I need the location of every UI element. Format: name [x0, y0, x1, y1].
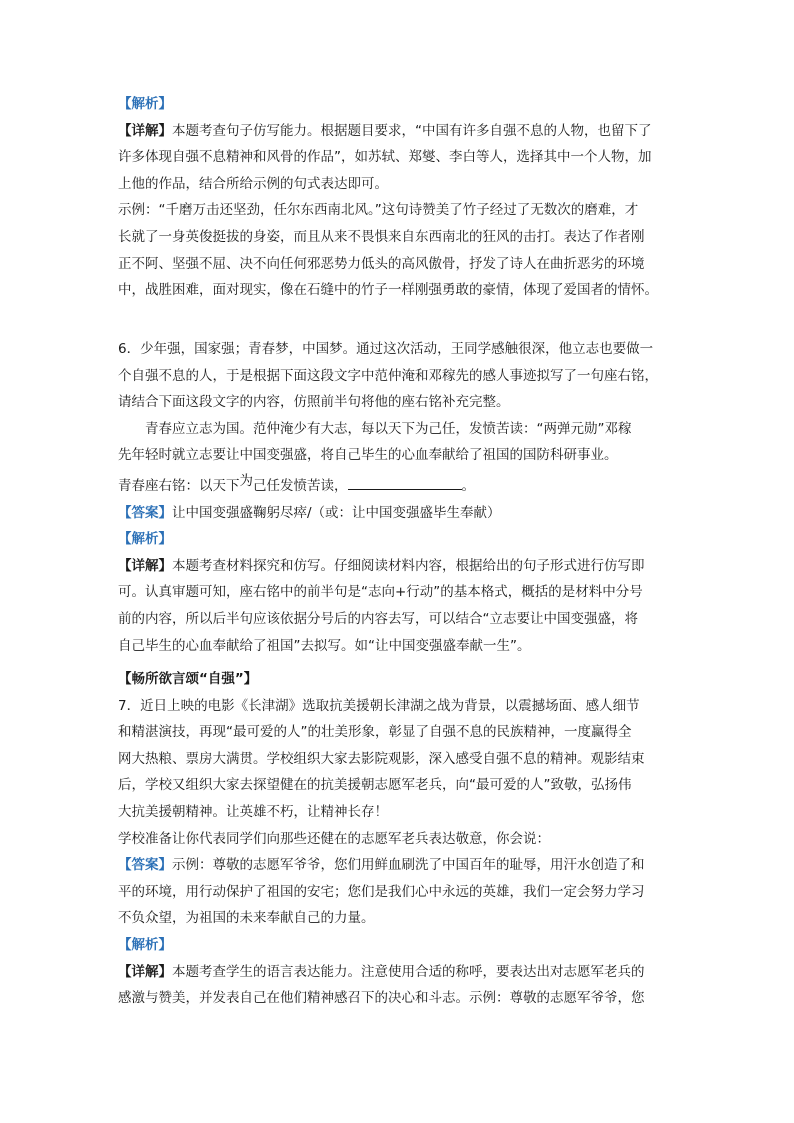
question-text: 后，学校又组织大家去探望健在的抗美援朝志愿军老兵，向“最可爱的人”致敬，弘扬伟: [118, 777, 632, 794]
section-heading: 【畅所欲言颂“自强”】: [118, 671, 258, 687]
example-line: 中，战胜困难，面对现实，像在石缝中的竹子一样刚强勇敢的豪情，体现了爱国者的情怀。: [118, 282, 658, 299]
question-text: 网大热粮、票房大满贯。学校组织大家去影院观影，深入感受自强不息的精神。观影结束: [118, 750, 645, 767]
passage-text: 青春应立志为国。范仲淹少有大志，每以天下为己任，发愤苦读：“两弹元勋”邓稼: [145, 420, 632, 437]
detail-line: 上他的作品，结合所给示例的句式表达即可。: [118, 175, 388, 192]
motto-line: [118, 473, 678, 500]
detail-tag: 【详解】: [118, 963, 172, 980]
question-text: 和精湛演技，再现“最可爱的人”的壮美形象，彰显了自强不息的民族精神，一度赢得全: [118, 724, 632, 741]
detail-line: 感激与赞美，并发表自己在他们精神感召下的决心和斗志。示例：尊敬的志愿军爷爷，您: [118, 990, 645, 1007]
detail-line: [118, 553, 678, 580]
question-7: [118, 666, 678, 1012]
detail-text: 本题考查材料探究和仿写。仔细阅读材料内容，根据给出的句子形式进行仿写即: [172, 557, 645, 574]
detail-line: [118, 118, 678, 145]
analysis-tag: 【解析】: [118, 936, 172, 953]
question-text: 大抗美援朝精神。让英雄不朽，让精神长存！: [118, 803, 388, 820]
analysis-tag: 【解析】: [118, 531, 172, 548]
detail-tag: 【详解】: [118, 557, 172, 574]
detail-line: 许多体现自强不息精神和风骨的作品”，如苏轼、郑燮、李白等人，选择其中一个人物，加: [118, 149, 652, 166]
answer-tag: 【答案】: [118, 857, 172, 874]
question-text: 学校准备让你代表同学们向那些还健在的志愿军老兵表达敬意，你会说：: [118, 830, 550, 847]
question-text: 请结合下面这段文字的内容，仿照前半句将他的座右铭补充完整。: [118, 394, 510, 411]
analysis-block-q5: [118, 91, 678, 304]
question-text: 6．少年强，国家强；青春梦，中国梦。通过这次活动，王同学感触很深，他立志也要做一: [118, 341, 654, 357]
example-line: 示例：“千磨万击还坚劲，任尔东西南北风。”这句诗赞美了竹子经过了无数次的磨难，才: [118, 202, 639, 219]
example-line: 长就了一身英俊挺拔的身姿，而且从来不畏惧来自东西南北的狂风的击打。表达了作者刚: [118, 228, 645, 245]
answer-tag: 【答案】: [118, 504, 172, 521]
detail-text: 本题考查学生的语言表达能力。注意使用合适的称呼，要表达出对志愿军老兵的: [172, 963, 645, 980]
answer-blank[interactable]: [348, 476, 462, 490]
detail-line: 前的内容，所以后半句应该依据分号后的内容去写，可以结合“立志要让中国变强盛，将: [118, 610, 638, 627]
passage-text: 先年轻时就立志要让中国变强盛，将自己毕生的心血奉献给了祖国的国防科研事业。: [118, 447, 618, 464]
question-text: 个自强不息的人，于是根据下面这段文字中范仲淹和邓稼先的感人事迹拟写了一句座右铭，: [118, 367, 658, 384]
answer-text: 示例：尊敬的志愿军爷爷，您们用鲜血刷洗了中国百年的耻辱，用汗水创造了和: [172, 857, 645, 874]
example-line: 正不阿、坚强不屈、决不向任何邪恶势力低头的高风傲骨，抒发了诗人在曲折恶劣的环境: [118, 255, 645, 272]
detail-tag: 【详解】: [118, 122, 172, 139]
question-6: [118, 336, 678, 659]
question-text: 7．近日上映的电影《长津湖》选取抗美援朝长津湖之战为背景，以震撼场面、感人细节: [118, 697, 640, 714]
motto-text: 青春座右铭：以天下: [118, 477, 240, 494]
motto-text: 己任发愤苦读，: [253, 477, 348, 494]
answer-line: [118, 500, 678, 527]
motto-char: 为: [239, 472, 253, 489]
detail-line: 自己毕生的心血奉献给了祖国”去拟写。如“让中国变强盛奉献一生”。: [118, 637, 531, 654]
detail-text: 本题考查句子仿写能力。根据题目要求，“中国有许多自强不息的人物，也留下了: [172, 122, 652, 139]
answer-line: [118, 852, 678, 879]
analysis-tag: 【解析】: [118, 96, 172, 112]
detail-line: [118, 959, 678, 986]
detail-line: 可。认真审题可知，座右铭中的前半句是“志向+行动”的基本格式，概括的是材料中分号: [118, 584, 643, 601]
motto-text: 。: [461, 477, 475, 494]
answer-text: 平的环境，用行动保护了祖国的安宅；您们是我们心中永远的英雄，我们一定会努力学习: [118, 883, 645, 900]
answer-text: 不负众望，为祖国的未来奉献自己的力量。: [118, 910, 375, 927]
answer-text: 让中国变强盛鞠躬尽瘁/（或：让中国变强盛毕生奉献）: [172, 504, 501, 521]
